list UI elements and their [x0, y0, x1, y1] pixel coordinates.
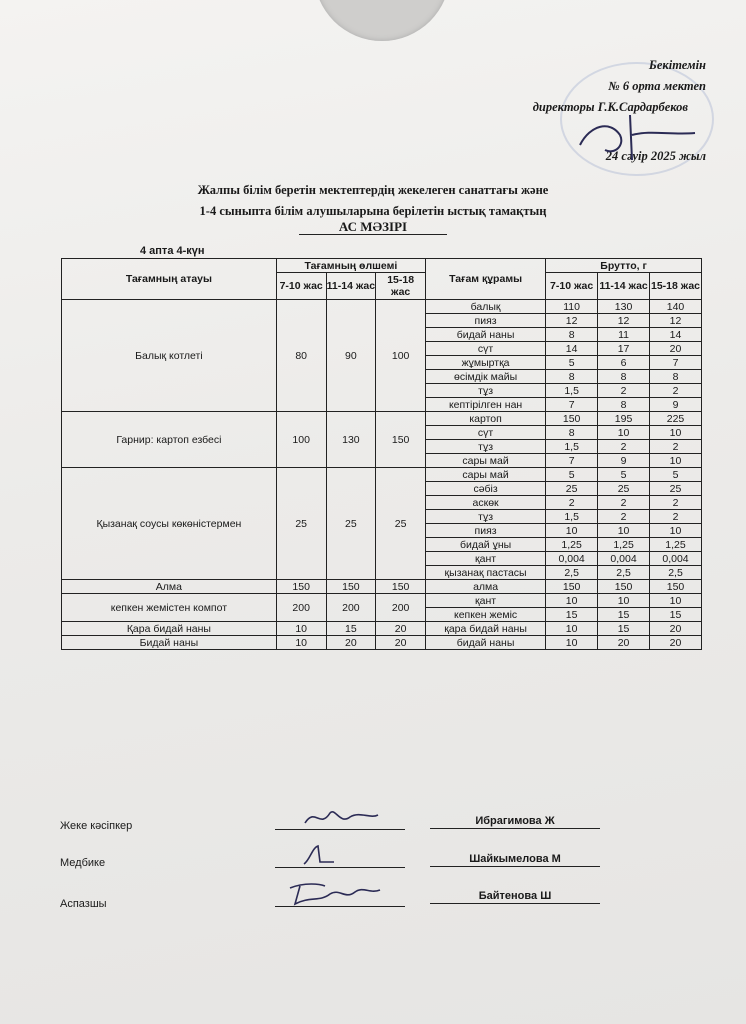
gross-weight: 12: [598, 314, 650, 328]
gross-weight: 8: [650, 370, 702, 384]
gross-weight: 6: [598, 356, 650, 370]
table-row: [62, 594, 702, 608]
ingredient-name: бидай наны: [426, 636, 546, 650]
portion-size: 200: [276, 594, 326, 622]
gross-weight: 11: [598, 328, 650, 342]
ingredient-name: балық: [426, 300, 546, 314]
signature-role-2: Медбике: [60, 857, 106, 869]
gross-weight: 10: [546, 622, 598, 636]
gross-weight: 25: [598, 482, 650, 496]
gross-weight: 20: [598, 636, 650, 650]
signature-role-1: Жеке кәсіпкер: [60, 820, 133, 832]
col-gross-header: Брутто, г: [546, 259, 702, 273]
gross-weight: 110: [546, 300, 598, 314]
approval-line-1: Бекітемін: [648, 58, 706, 72]
gross-age-3: 15-18 жас: [650, 273, 702, 300]
ingredient-name: алма: [426, 580, 546, 594]
ingredient-name: өсімдік майы: [426, 370, 546, 384]
header-title-1: Жалпы білім беретін мектептердің жекелеген санаттағы және: [197, 183, 549, 197]
table-row: [62, 412, 702, 426]
ingredient-name: тұз: [426, 510, 546, 524]
gross-weight: 8: [546, 370, 598, 384]
col-ingredients-header: Тағам құрамы: [426, 259, 546, 300]
gross-weight: 150: [598, 580, 650, 594]
portion-size: 90: [326, 300, 376, 412]
gross-weight: 12: [546, 314, 598, 328]
table-row: [62, 300, 702, 314]
dish-name: Алма: [62, 580, 277, 594]
ingredient-name: сары май: [426, 468, 546, 482]
gross-weight: 140: [650, 300, 702, 314]
director-signature: [560, 105, 700, 165]
gross-weight: 0,004: [598, 552, 650, 566]
gross-weight: 1,5: [546, 384, 598, 398]
gross-weight: 15: [598, 622, 650, 636]
approval-line-2: № 6 орта мектеп: [608, 79, 706, 93]
ingredient-name: тұз: [426, 440, 546, 454]
gross-weight: 1,5: [546, 510, 598, 524]
signature-mark-1: [300, 805, 380, 831]
gross-weight: 8: [598, 398, 650, 412]
gross-weight: 10: [546, 636, 598, 650]
gross-weight: 15: [598, 608, 650, 622]
approval-line-3: директоры Г.К.Сардарбеков: [532, 100, 688, 114]
portion-size: 80: [276, 300, 326, 412]
signature-name-1: Ибрагимова Ж: [430, 815, 600, 829]
gross-weight: 7: [546, 454, 598, 468]
ingredient-name: картоп: [426, 412, 546, 426]
menu-table-body: [62, 300, 702, 650]
gross-weight: 14: [546, 342, 598, 356]
portion-size: 150: [376, 580, 426, 594]
table-row: [62, 636, 702, 650]
dish-name: Бидай наны: [62, 636, 277, 650]
gross-weight: 8: [598, 370, 650, 384]
portion-age-1: 7-10 жас: [276, 273, 326, 300]
gross-weight: 10: [650, 594, 702, 608]
portion-size: 200: [376, 594, 426, 622]
ingredient-name: сәбіз: [426, 482, 546, 496]
gross-weight: 20: [650, 622, 702, 636]
gross-weight: 25: [546, 482, 598, 496]
portion-age-3: 15-18 жас: [376, 273, 426, 300]
signature-name-2: Шайкымелова М: [430, 853, 600, 867]
gross-weight: 9: [650, 398, 702, 412]
portion-size: 150: [276, 580, 326, 594]
menu-heading: АС МӘЗІРІ: [299, 219, 447, 235]
dish-name: Гарнир: картоп езбесі: [62, 412, 277, 468]
gross-weight: 130: [598, 300, 650, 314]
gross-age-2: 11-14 жас: [598, 273, 650, 300]
ingredient-name: қант: [426, 552, 546, 566]
signature-mark-2: [300, 842, 340, 868]
gross-age-1: 7-10 жас: [546, 273, 598, 300]
ingredient-name: сүт: [426, 342, 546, 356]
portion-age-2: 11-14 жас: [326, 273, 376, 300]
gross-weight: 17: [598, 342, 650, 356]
gross-weight: 150: [546, 580, 598, 594]
portion-size: 20: [376, 622, 426, 636]
portion-size: 10: [276, 636, 326, 650]
ingredient-name: сүт: [426, 426, 546, 440]
signature-name-3: Байтенова Ш: [430, 890, 600, 904]
gross-weight: 2: [650, 496, 702, 510]
dish-name: Қызанақ соусы көкөністермен: [62, 468, 277, 580]
gross-weight: 1,25: [598, 538, 650, 552]
table-row: [62, 580, 702, 594]
ingredient-name: жұмыртқа: [426, 356, 546, 370]
gross-weight: 2: [650, 440, 702, 454]
portion-size: 25: [276, 468, 326, 580]
gross-weight: 2: [598, 510, 650, 524]
gross-weight: 20: [650, 636, 702, 650]
gross-weight: 5: [546, 468, 598, 482]
ingredient-name: бидай ұны: [426, 538, 546, 552]
ingredient-name: тұз: [426, 384, 546, 398]
header-title-2: 1-4 сыныпта білім алушыларына берілетін ыстық тамақтың: [199, 204, 547, 218]
gross-weight: 20: [650, 342, 702, 356]
gross-weight: 25: [650, 482, 702, 496]
portion-size: 25: [376, 468, 426, 580]
signature-line-2: [275, 867, 405, 868]
portion-size: 15: [326, 622, 376, 636]
portion-size: 10: [276, 622, 326, 636]
gross-weight: 7: [546, 398, 598, 412]
table-row: [62, 622, 702, 636]
header-title-3: [0, 219, 746, 235]
ingredient-name: сары май: [426, 454, 546, 468]
menu-table: [61, 258, 702, 650]
gross-weight: 150: [650, 580, 702, 594]
gross-weight: 8: [546, 328, 598, 342]
col-dish-header: Тағамның атауы: [62, 259, 277, 300]
gross-weight: 10: [546, 594, 598, 608]
gross-weight: 1,25: [650, 538, 702, 552]
dish-name: Балық котлеті: [62, 300, 277, 412]
col-portion-header: Тағамның өлшемі: [276, 259, 425, 273]
signature-mark-3: [285, 878, 385, 908]
portion-size: 130: [326, 412, 376, 468]
gross-weight: 150: [546, 412, 598, 426]
gross-weight: 0,004: [546, 552, 598, 566]
gross-weight: 14: [650, 328, 702, 342]
portion-size: 20: [376, 636, 426, 650]
gross-weight: 10: [598, 426, 650, 440]
gross-weight: 2,5: [650, 566, 702, 580]
gross-weight: 1,5: [546, 440, 598, 454]
gross-weight: 2: [650, 510, 702, 524]
approval-date: 24 сәуір 2025 жыл: [605, 149, 706, 163]
portion-size: 20: [326, 636, 376, 650]
week-day-label: 4 апта 4-күн: [140, 245, 205, 257]
ingredient-name: кепкен жеміс: [426, 608, 546, 622]
gross-weight: 2: [598, 440, 650, 454]
gross-weight: 10: [650, 454, 702, 468]
portion-size: 200: [326, 594, 376, 622]
portion-size: 100: [276, 412, 326, 468]
ingredient-name: бидай наны: [426, 328, 546, 342]
gross-weight: 12: [650, 314, 702, 328]
ingredient-name: қара бидай наны: [426, 622, 546, 636]
gross-weight: 195: [598, 412, 650, 426]
gross-weight: 5: [546, 356, 598, 370]
gross-weight: 2: [598, 384, 650, 398]
portion-size: 150: [376, 412, 426, 468]
dish-name: кепкен жемістен компот: [62, 594, 277, 622]
gross-weight: 2,5: [546, 566, 598, 580]
ingredient-name: қант: [426, 594, 546, 608]
ingredient-name: кептірілген нан: [426, 398, 546, 412]
gross-weight: 15: [650, 608, 702, 622]
gross-weight: 1,25: [546, 538, 598, 552]
gross-weight: 2,5: [598, 566, 650, 580]
portion-size: 150: [326, 580, 376, 594]
ingredient-name: қызанақ пастасы: [426, 566, 546, 580]
gross-weight: 0,004: [650, 552, 702, 566]
portion-size: 25: [326, 468, 376, 580]
gross-weight: 10: [650, 426, 702, 440]
gross-weight: 9: [598, 454, 650, 468]
ingredient-name: пияз: [426, 524, 546, 538]
gross-weight: 2: [546, 496, 598, 510]
gross-weight: 7: [650, 356, 702, 370]
ingredient-name: аскөк: [426, 496, 546, 510]
gross-weight: 8: [546, 426, 598, 440]
gross-weight: 10: [598, 594, 650, 608]
gross-weight: 225: [650, 412, 702, 426]
gross-weight: 2: [650, 384, 702, 398]
dish-name: Қара бидай наны: [62, 622, 277, 636]
gross-weight: 10: [598, 524, 650, 538]
gross-weight: 10: [650, 524, 702, 538]
gross-weight: 10: [546, 524, 598, 538]
gross-weight: 5: [650, 468, 702, 482]
ingredient-name: пияз: [426, 314, 546, 328]
gross-weight: 15: [546, 608, 598, 622]
table-row: [62, 468, 702, 482]
signature-role-3: Аспазшы: [60, 898, 107, 910]
gross-weight: 5: [598, 468, 650, 482]
gross-weight: 2: [598, 496, 650, 510]
portion-size: 100: [376, 300, 426, 412]
